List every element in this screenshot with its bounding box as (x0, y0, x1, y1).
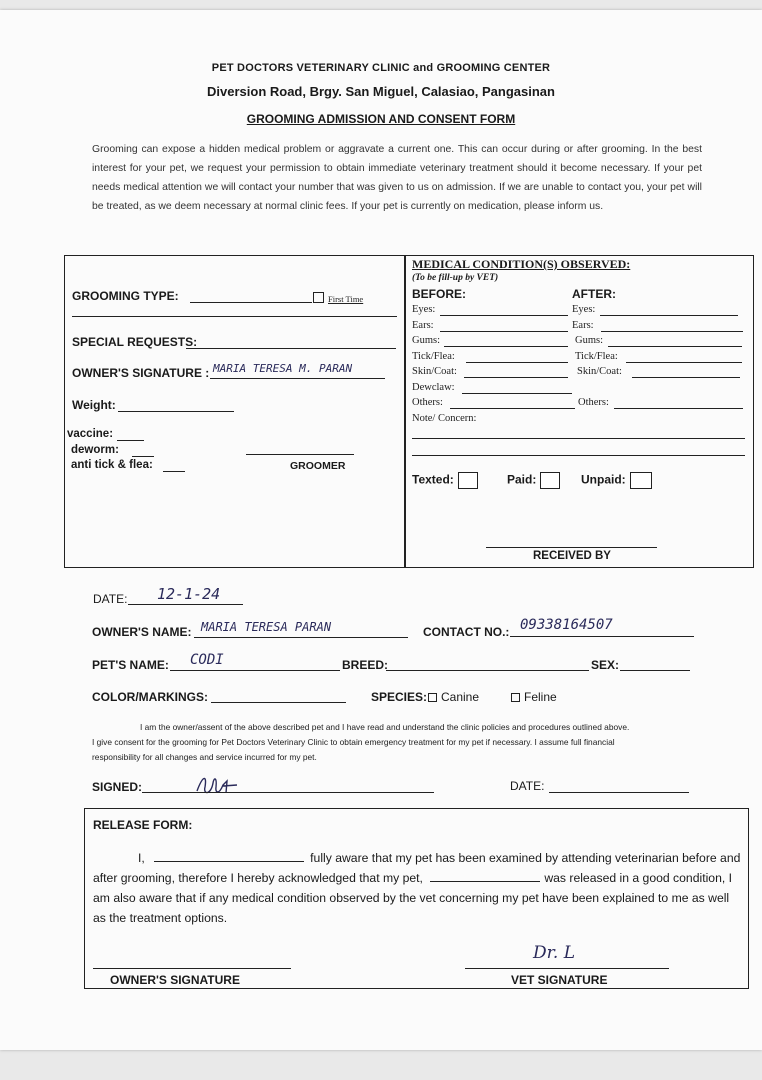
vet-signature-value: Dr. L (533, 943, 575, 963)
species-feline-label: Feline (524, 690, 557, 704)
anti-tick-label: anti tick & flea: (71, 459, 153, 471)
release-i-label: I, (138, 851, 145, 865)
note-line-1[interactable] (412, 438, 745, 439)
after-label: AFTER: (572, 287, 616, 301)
owner-name-value: MARIA TERESA PARAN (201, 620, 332, 634)
species-feline-option[interactable] (511, 690, 557, 704)
before-others-label: Others: (412, 397, 443, 408)
before-skin-field[interactable] (464, 377, 568, 378)
consent-date-label: DATE: (510, 779, 545, 793)
owner-name-field[interactable] (194, 637, 408, 638)
texted-checkbox[interactable] (412, 472, 478, 489)
vaccine-label: vaccine: (67, 428, 114, 440)
special-requests-field[interactable] (186, 348, 396, 349)
vet-signature-label: VET SIGNATURE (511, 973, 608, 987)
after-tick-field[interactable] (626, 362, 742, 363)
box-divider (404, 256, 406, 567)
paid-checkbox[interactable] (507, 472, 560, 489)
grooming-type-label: GROOMING TYPE: (72, 289, 179, 303)
vaccine-field[interactable] (117, 440, 144, 441)
release-owner-signature-line[interactable] (93, 968, 291, 969)
before-skin-label: Skin/Coat: (412, 366, 457, 377)
texted-label: Texted: (412, 472, 454, 487)
breed-field[interactable] (386, 670, 589, 671)
release-paragraph (93, 848, 745, 928)
after-ears-label: Ears: (572, 320, 594, 331)
before-dewclaw-field[interactable] (462, 393, 572, 394)
owner-signature-label: OWNER'S SIGNATURE : (72, 366, 210, 380)
before-dewclaw-label: Dewclaw: (412, 382, 455, 393)
grooming-type-extra-line[interactable] (72, 316, 397, 317)
date-value: 12-1-24 (157, 585, 221, 603)
after-eyes-label: Eyes: (572, 304, 596, 315)
grooming-type-field[interactable] (190, 302, 312, 303)
after-skin-field[interactable] (632, 377, 740, 378)
species-canine-option[interactable] (428, 690, 479, 704)
sex-label: SEX: (591, 658, 620, 672)
owner-signature-field[interactable] (210, 378, 385, 379)
pet-name-label: PET'S NAME: (92, 658, 169, 672)
consent-date-field[interactable] (549, 792, 689, 793)
before-gums-field[interactable] (444, 346, 568, 347)
signed-field[interactable] (142, 792, 434, 793)
date-field[interactable] (128, 604, 243, 605)
pet-name-value: CODI (190, 652, 224, 668)
checkbox-icon (428, 693, 437, 702)
unpaid-checkbox[interactable] (581, 472, 652, 489)
after-tick-label: Tick/Flea: (575, 351, 618, 362)
contact-value: 09338164507 (520, 617, 613, 633)
weight-field[interactable] (118, 411, 234, 412)
before-label: BEFORE: (412, 287, 466, 301)
color-label: COLOR/MARKINGS: (92, 690, 208, 704)
deworm-label: deworm: (71, 444, 119, 456)
checkbox-icon (511, 693, 520, 702)
deworm-field[interactable] (132, 456, 154, 457)
before-ears-field[interactable] (440, 331, 568, 332)
after-ears-field[interactable] (601, 331, 743, 332)
contact-label: CONTACT NO.: (423, 625, 510, 639)
after-gums-label: Gums: (575, 335, 604, 346)
release-owner-name-field[interactable] (154, 849, 304, 862)
groomer-signature-line[interactable] (246, 454, 354, 455)
before-tick-label: Tick/Flea: (412, 351, 455, 362)
consent-line-3: responsibility for all changes and service incurred for my pet. (92, 752, 317, 762)
after-others-label: Others: (578, 397, 609, 408)
date-label: DATE: (93, 592, 128, 606)
before-eyes-field[interactable] (440, 315, 568, 316)
after-others-field[interactable] (614, 408, 743, 409)
medical-subtitle: (To be fill-up by VET) (412, 273, 499, 283)
first-time-checkbox[interactable] (313, 289, 363, 307)
checkbox-icon (313, 292, 324, 303)
species-canine-label: Canine (441, 690, 480, 704)
before-others-field[interactable] (450, 408, 575, 409)
note-label: Note/ Concern: (412, 413, 477, 424)
species-label: SPECIES: (371, 690, 428, 704)
first-time-label: First Time (328, 294, 364, 304)
release-text-part2: was released in a good condition, I am also aware that if any medical condition observed by the vet concerning my pet have been explained to me as well as the treatment options. (93, 871, 733, 925)
consent-line-1: I am the owner/assent of the above described pet and I have read and understand the clinic policies and procedures outlined above. (140, 722, 630, 732)
consent-line-2: I give consent for the grooming for Pet Doctors Veterinary Clinic to obtain emergency treatment for my pet if necessary. I assume full financial (92, 737, 615, 747)
special-requests-label: SPECIAL REQUESTS: (72, 335, 198, 349)
breed-label: BREED: (342, 658, 389, 672)
groomer-label: GROOMER (290, 460, 346, 472)
after-eyes-field[interactable] (600, 315, 738, 316)
intro-paragraph: Grooming can expose a hidden medical problem or aggravate a current one. This can occur during or after grooming. In the best interest for your pet, we request your permission to obtain immediate veterinary treatment should it become necessary. If your pet needs medical attention we will contact your number that was given to us on admission. If we are unable to contact you, your pet will be treated, as we deem necessary at normal clinic fees. If your pet is currently on medication, please inform us. (92, 144, 702, 212)
contact-field[interactable] (510, 636, 694, 637)
before-eyes-label: Eyes: (412, 304, 436, 315)
received-by-label: RECEIVED BY (533, 550, 611, 562)
after-skin-label: Skin/Coat: (577, 366, 622, 377)
owner-scribble-signature (193, 773, 245, 799)
texted-box (458, 472, 478, 489)
after-gums-field[interactable] (608, 346, 742, 347)
clinic-address: Diversion Road, Brgy. San Miguel, Calasiao, Pangasinan (207, 84, 555, 99)
note-line-2[interactable] (412, 455, 745, 456)
pet-name-field[interactable] (170, 670, 340, 671)
release-text-part1: fully aware that my pet has been examined by attending veterinarian before and after grooming, therefore I hereby acknowledged that my pet, (93, 851, 741, 885)
before-gums-label: Gums: (412, 335, 441, 346)
anti-tick-field[interactable] (163, 471, 185, 472)
vet-signature-line[interactable] (465, 968, 669, 969)
unpaid-box (630, 472, 652, 489)
clinic-name: PET DOCTORS VETERINARY CLINIC and GROOMING CENTER (211, 62, 551, 74)
sex-field[interactable] (620, 670, 690, 671)
release-title: RELEASE FORM: (93, 818, 193, 832)
release-pet-name-field[interactable] (430, 869, 540, 882)
paid-box (540, 472, 560, 489)
signed-label: SIGNED: (92, 780, 143, 794)
owner-name-label: OWNER'S NAME: (92, 625, 192, 639)
color-field[interactable] (211, 702, 346, 703)
unpaid-label: Unpaid: (581, 472, 626, 487)
form-title: GROOMING ADMISSION AND CONSENT FORM (246, 112, 516, 126)
release-owner-signature-label: OWNER'S SIGNATURE (110, 973, 240, 987)
owner-signature-value: MARIA TERESA M. PARAN (213, 362, 353, 375)
medical-title: MEDICAL CONDITION(S) OBSERVED: (412, 257, 631, 271)
received-by-line[interactable] (486, 547, 657, 548)
weight-label: Weight: (72, 398, 116, 412)
before-ears-label: Ears: (412, 320, 434, 331)
before-tick-field[interactable] (466, 362, 568, 363)
paid-label: Paid: (507, 472, 537, 487)
